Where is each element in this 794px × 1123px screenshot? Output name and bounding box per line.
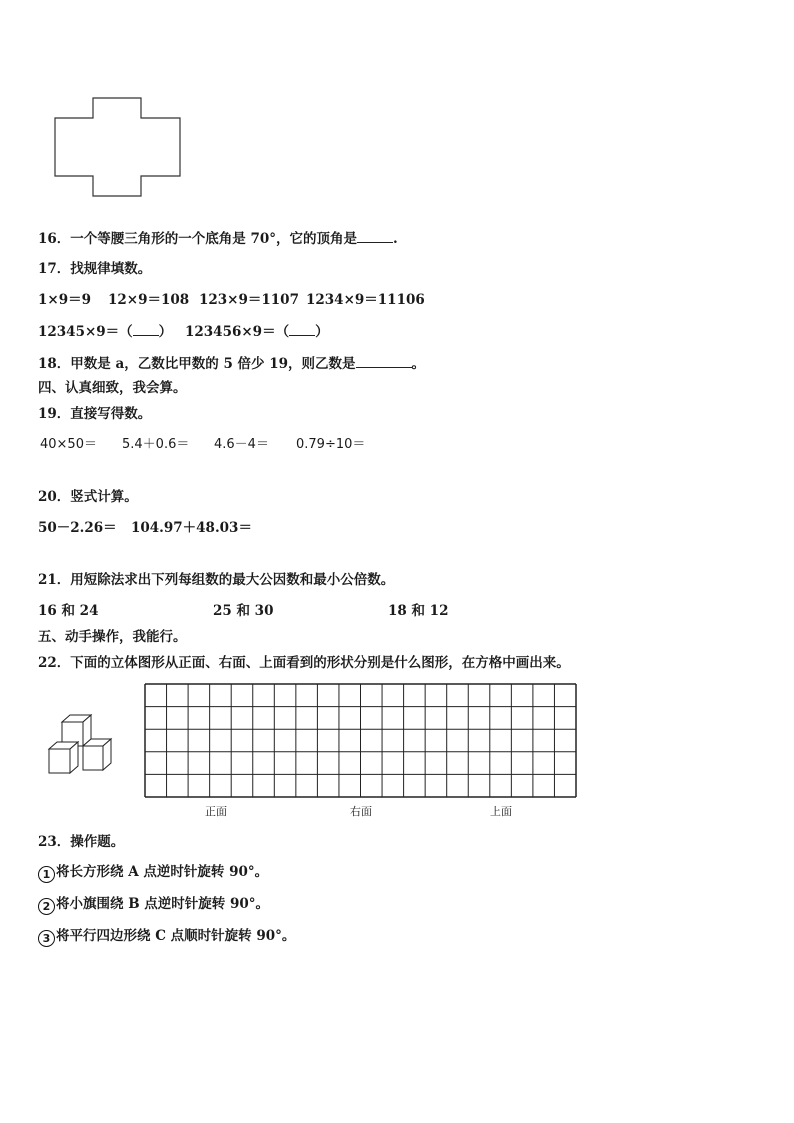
operation-item: 2 将小旗围绕 B 点逆时针旋转 90°。 <box>38 896 269 915</box>
question-22: 22．下面的立体图形从正面、右面、上面看到的形状分别是什么图形，在方格中画出来。 <box>38 655 570 671</box>
pattern-item-blank: 123456×9＝（ ） <box>185 324 329 340</box>
question-17: 17．找规律填数。 <box>38 261 152 277</box>
question-16: 16．一个等腰三角形的一个底角是 70°，它的顶角是 . <box>38 231 398 247</box>
question-21: 21．用短除法求出下列每组数的最大公因数和最小公倍数。 <box>38 572 395 588</box>
calc-item: 4.6－4＝ <box>214 437 269 452</box>
operation-item: 1 将长方形绕 A 点逆时针旋转 90°。 <box>38 864 268 883</box>
calc-item: 104.97＋48.03＝ <box>131 520 252 536</box>
section-heading: 四、认真细致，我会算。 <box>38 380 187 396</box>
pattern-item: 1234×9＝11106 <box>306 292 425 308</box>
calc-item: 0.79÷10＝ <box>296 437 366 452</box>
calc-item: 50－2.26＝ <box>38 520 117 536</box>
number-pair: 16 和 24 <box>38 603 99 619</box>
pattern-item: 1×9＝9 <box>38 292 91 308</box>
grid-label-top: 上面 <box>490 805 512 818</box>
grid-label-front: 正面 <box>205 805 227 818</box>
question-23: 23．操作题。 <box>38 834 125 850</box>
question-19: 19．直接写得数。 <box>38 406 152 422</box>
pattern-item: 12×9＝108 <box>108 292 190 308</box>
calc-item: 5.4＋0.6＝ <box>122 437 190 452</box>
pattern-item-blank: 12345×9＝（ ） <box>38 324 173 340</box>
question-20: 20．竖式计算。 <box>38 489 138 505</box>
grid-label-right: 右面 <box>350 805 372 818</box>
number-pair: 18 和 12 <box>388 603 449 619</box>
question-18: 18．甲数是 a，乙数比甲数的 5 倍少 19，则乙数是 。 <box>38 356 426 372</box>
pattern-item: 123×9＝1107 <box>199 292 299 308</box>
circled-number: 1 <box>38 866 55 883</box>
section-heading: 五、动手操作，我能行。 <box>38 629 187 645</box>
circled-number: 2 <box>38 898 55 915</box>
number-pair: 25 和 30 <box>213 603 274 619</box>
calc-item: 40×50＝ <box>40 437 97 452</box>
circled-number: 3 <box>38 930 55 947</box>
operation-item: 3 将平行四边形绕 C 点顺时针旋转 90°。 <box>38 928 295 947</box>
